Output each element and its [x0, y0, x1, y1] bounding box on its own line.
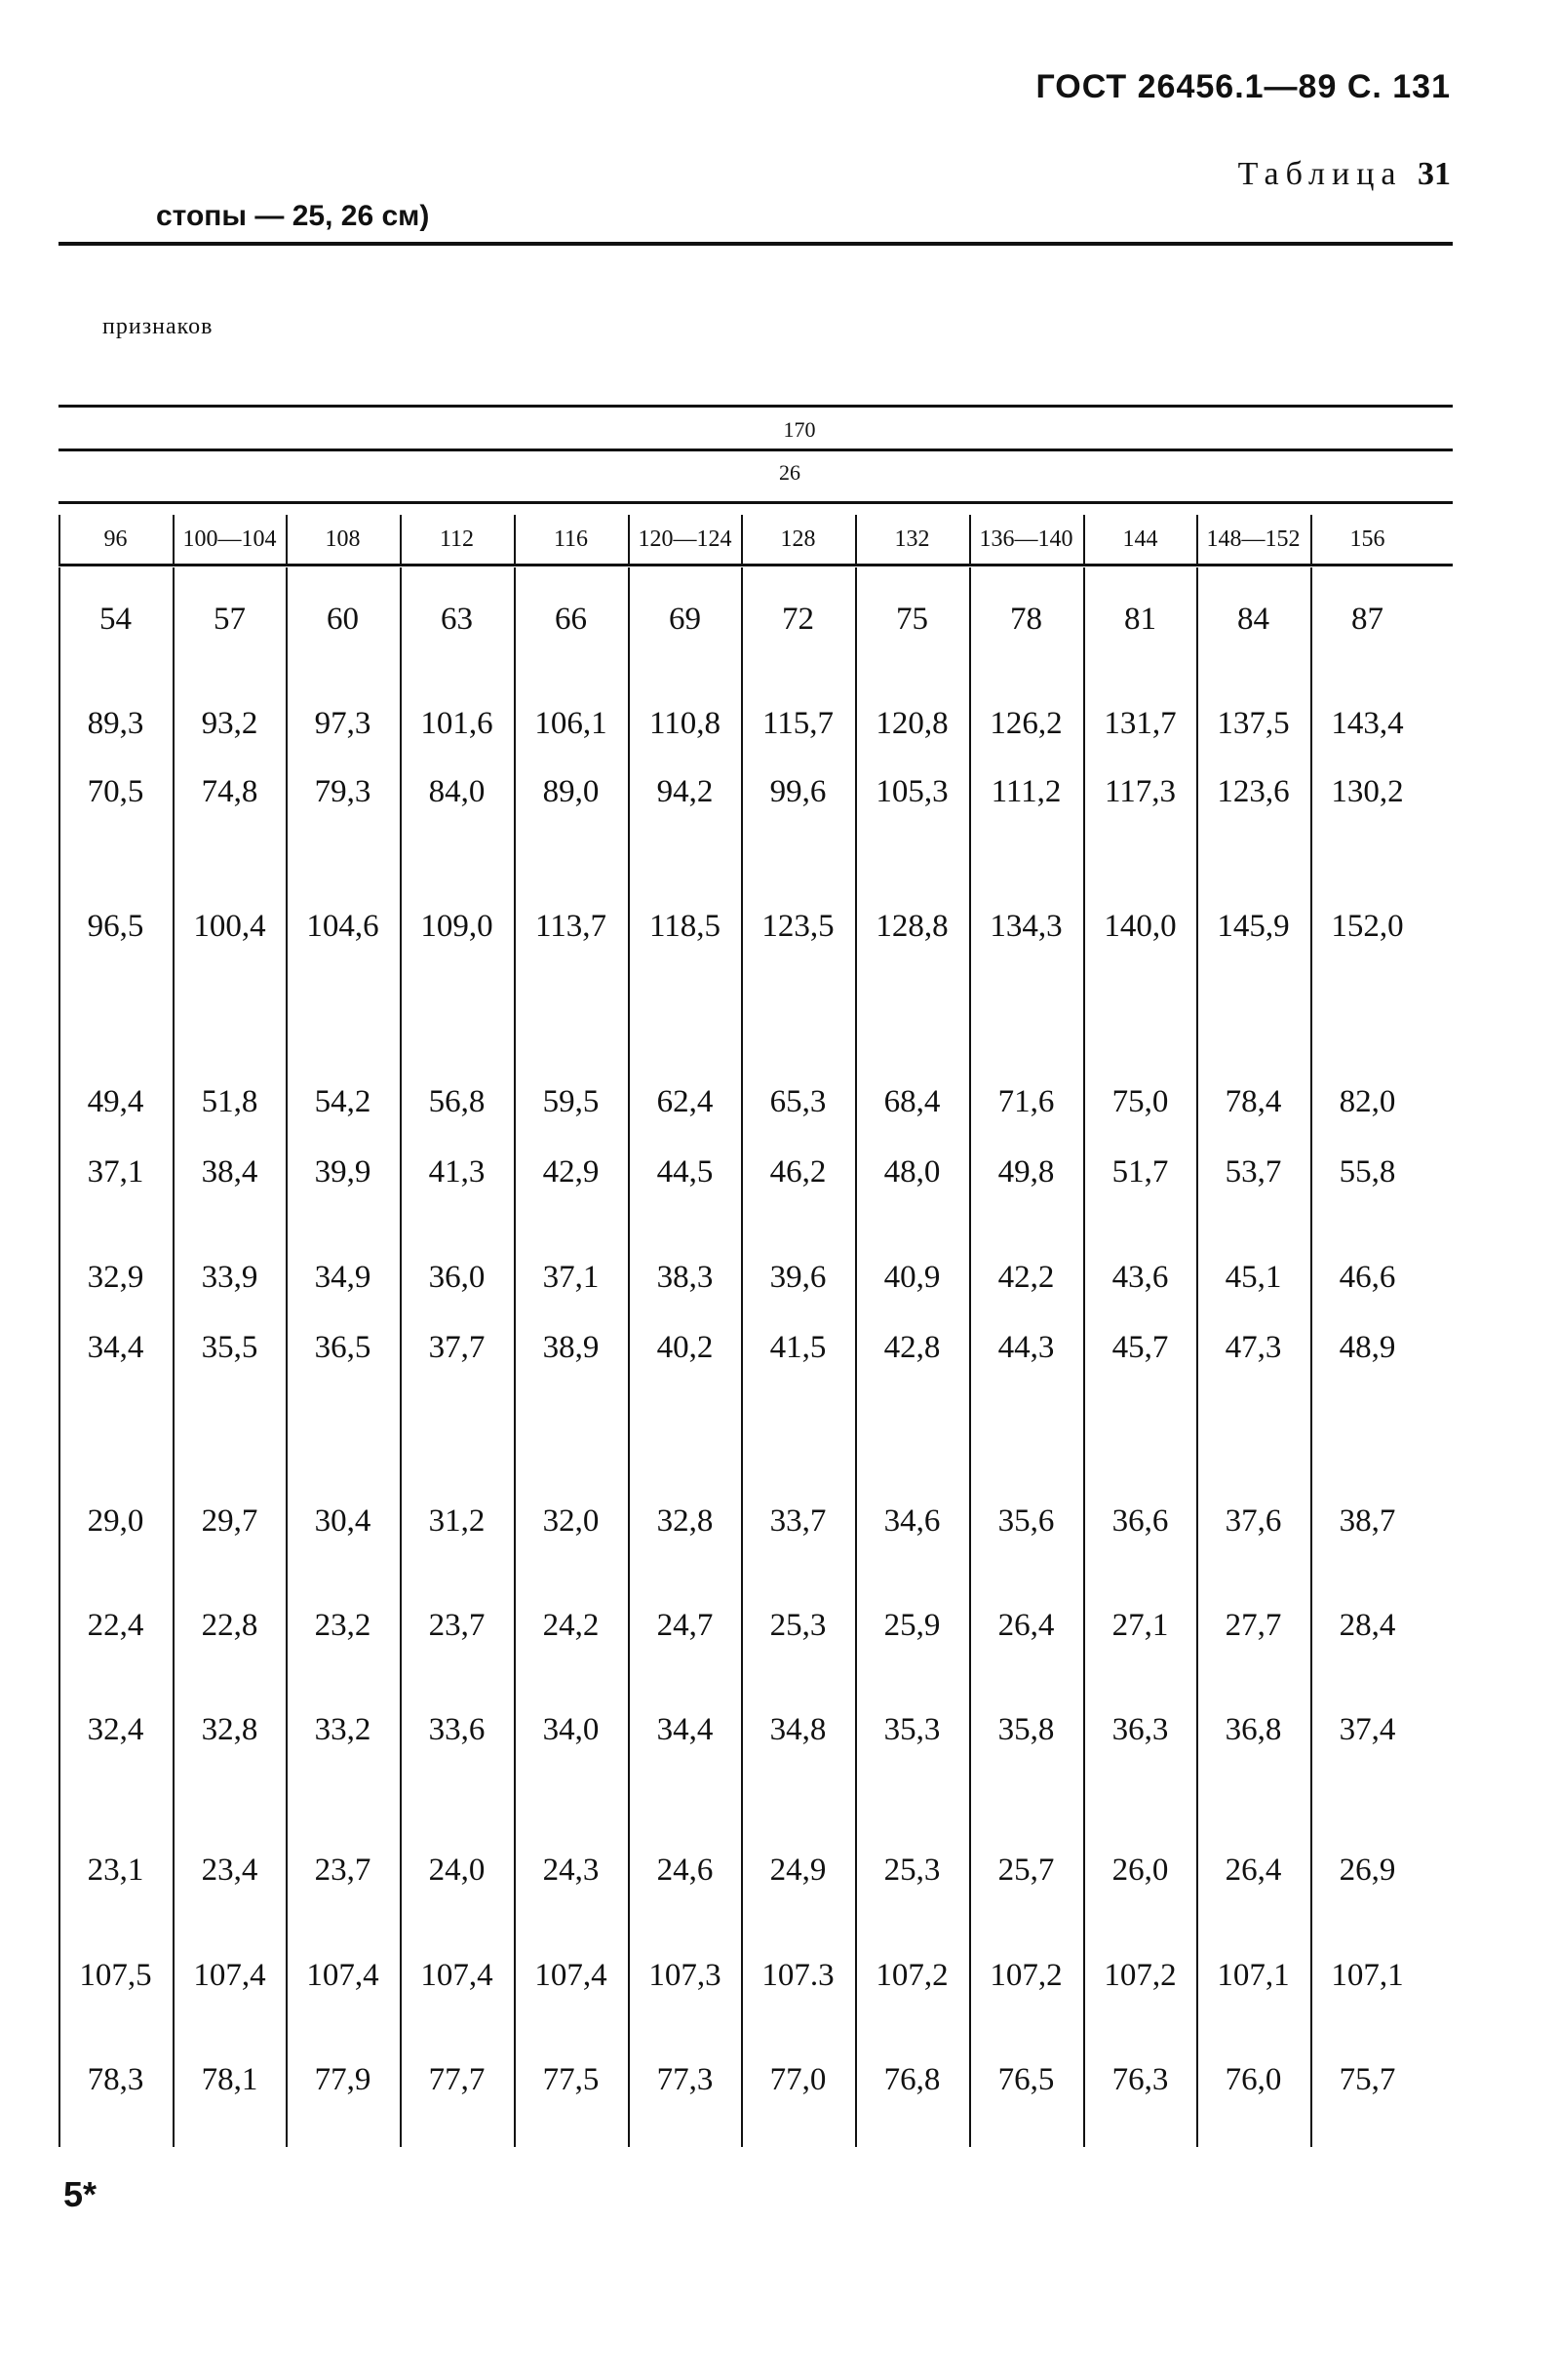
column-divider [286, 567, 288, 2147]
table-cell: 78,4 [1225, 1083, 1282, 1119]
table-cell: 43,6 [1111, 1259, 1169, 1295]
column-divider [1196, 515, 1198, 564]
table-cell: 34,9 [314, 1259, 371, 1295]
table-cell: 76,5 [997, 2061, 1055, 2097]
header-rule [58, 242, 1453, 246]
table-cell: 42,2 [997, 1259, 1055, 1295]
table-cell: 44,3 [997, 1329, 1055, 1365]
column-divider [741, 515, 743, 564]
table-cell: 94,2 [656, 773, 714, 809]
table-cell: 35,6 [997, 1502, 1055, 1539]
table-cell: 110,8 [648, 705, 721, 741]
table-cell: 32,8 [656, 1502, 714, 1539]
height-value: 170 [783, 417, 816, 442]
table-cell: 41,3 [428, 1153, 486, 1190]
rule-size-header [58, 564, 1453, 566]
table-cell: 33,9 [201, 1259, 258, 1295]
table-cell: 23,1 [87, 1852, 144, 1888]
table-cell: 36,3 [1111, 1711, 1169, 1747]
table-cell: 36,6 [1111, 1502, 1169, 1539]
table-cell: 84 [1237, 601, 1269, 637]
column-divider [628, 567, 630, 2147]
table-cell: 118,5 [648, 908, 721, 944]
table-cell: 54 [99, 601, 132, 637]
table-cell: 47,3 [1225, 1329, 1282, 1365]
table-cell: 33,7 [769, 1502, 827, 1539]
table-cell: 24,0 [428, 1852, 486, 1888]
table-cell: 34,8 [769, 1711, 827, 1747]
size-header-cell: 96 [103, 526, 128, 552]
column-divider [969, 515, 971, 564]
table-cell: 38,9 [542, 1329, 600, 1365]
table-cell: 101,6 [420, 705, 493, 741]
column-divider [173, 567, 175, 2147]
table-cell: 37,7 [428, 1329, 486, 1365]
table-cell: 37,1 [87, 1153, 144, 1190]
table-cell: 152,0 [1331, 908, 1404, 944]
table-cell: 82,0 [1339, 1083, 1396, 1119]
rule-top [58, 405, 1453, 408]
table-cell: 23,2 [314, 1607, 371, 1643]
table-cell: 128,8 [876, 908, 949, 944]
table-cell: 36,0 [428, 1259, 486, 1295]
table-cell: 59,5 [542, 1083, 600, 1119]
table-cell: 22,4 [87, 1607, 144, 1643]
size-header-cell: 120—124 [638, 526, 732, 552]
table-cell: 56,8 [428, 1083, 486, 1119]
table-cell: 65,3 [769, 1083, 827, 1119]
size-header-cell: 108 [325, 526, 361, 552]
table-cell: 24,9 [769, 1852, 827, 1888]
column-divider [286, 515, 288, 564]
rule-height [58, 449, 1453, 451]
column-divider [1083, 567, 1085, 2147]
table-cell: 109,0 [420, 908, 493, 944]
table-cell: 51,8 [201, 1083, 258, 1119]
table-cell: 78 [1010, 601, 1042, 637]
table-cell: 24,2 [542, 1607, 600, 1643]
column-divider [1310, 515, 1312, 564]
table-cell: 29,7 [201, 1502, 258, 1539]
table-cell: 66 [555, 601, 587, 637]
table-cell: 77,3 [656, 2061, 714, 2097]
table-cell: 23,7 [314, 1852, 371, 1888]
column-divider [855, 515, 857, 564]
table-cell: 145,9 [1217, 908, 1290, 944]
table-cell: 26,0 [1111, 1852, 1169, 1888]
table-cell: 34,4 [656, 1711, 714, 1747]
table-cell: 38,4 [201, 1153, 258, 1190]
table-cell: 71,6 [997, 1083, 1055, 1119]
table-cell: 39,6 [769, 1259, 827, 1295]
column-divider [514, 567, 516, 2147]
table-cell: 57 [214, 601, 246, 637]
table-cell: 107,4 [193, 1957, 266, 1993]
table-cell: 75,7 [1339, 2061, 1396, 2097]
table-cell: 107,4 [306, 1957, 379, 1993]
table-cell: 107,3 [648, 1957, 721, 1993]
table-label-number: 31 [1418, 156, 1451, 192]
table-cell: 46,2 [769, 1153, 827, 1190]
table-cell: 24,6 [656, 1852, 714, 1888]
table-cell: 107,4 [420, 1957, 493, 1993]
table-cell: 96,5 [87, 908, 144, 944]
table-cell: 99,6 [769, 773, 827, 809]
table-cell: 22,8 [201, 1607, 258, 1643]
table-cell: 32,8 [201, 1711, 258, 1747]
table-cell: 49,8 [997, 1153, 1055, 1190]
table-cell: 37,1 [542, 1259, 600, 1295]
table-cell: 25,9 [883, 1607, 941, 1643]
table-cell: 69 [669, 601, 701, 637]
table-cell: 40,9 [883, 1259, 941, 1295]
table-cell: 35,5 [201, 1329, 258, 1365]
table-cell: 26,4 [997, 1607, 1055, 1643]
table-cell: 107.3 [761, 1957, 835, 1993]
table-cell: 32,9 [87, 1259, 144, 1295]
table-cell: 60 [327, 601, 359, 637]
table-cell: 104,6 [306, 908, 379, 944]
table-cell: 39,9 [314, 1153, 371, 1190]
table-cell: 51,7 [1111, 1153, 1169, 1190]
table-cell: 35,8 [997, 1711, 1055, 1747]
table-cell: 37,4 [1339, 1711, 1396, 1747]
size-header-cell: 148—152 [1206, 526, 1301, 552]
table-cell: 89,3 [87, 705, 144, 741]
table-cell: 137,5 [1217, 705, 1290, 741]
table-cell: 131,7 [1104, 705, 1177, 741]
size-header-cell: 100—104 [182, 526, 277, 552]
table-cell: 48,0 [883, 1153, 941, 1190]
column-divider [1196, 567, 1198, 2147]
column-divider [1310, 567, 1312, 2147]
table-cell: 37,6 [1225, 1502, 1282, 1539]
table-cell: 24,7 [656, 1607, 714, 1643]
table-cell: 93,2 [201, 705, 258, 741]
table-cell: 31,2 [428, 1502, 486, 1539]
table-cell: 72 [782, 601, 814, 637]
foot-size-header: стопы — 25, 26 см) [156, 200, 430, 232]
table-cell: 126,2 [990, 705, 1063, 741]
table-cell: 41,5 [769, 1329, 827, 1365]
table-cell: 123,6 [1217, 773, 1290, 809]
table-cell: 106,1 [534, 705, 607, 741]
document-number: ГОСТ 26456.1—89 С. 131 [1035, 68, 1451, 105]
table-cell: 107,2 [990, 1957, 1063, 1993]
table-cell: 23,4 [201, 1852, 258, 1888]
table-cell: 34,0 [542, 1711, 600, 1747]
table-cell: 38,3 [656, 1259, 714, 1295]
table-cell: 140,0 [1104, 908, 1177, 944]
column-divider [969, 567, 971, 2147]
table-cell: 53,7 [1225, 1153, 1282, 1190]
table-cell: 107,4 [534, 1957, 607, 1993]
table-cell: 44,5 [656, 1153, 714, 1190]
table-cell: 36,8 [1225, 1711, 1282, 1747]
column-divider [58, 515, 60, 564]
rule-foot-length [58, 501, 1453, 504]
table-cell: 29,0 [87, 1502, 144, 1539]
column-divider [58, 567, 60, 2147]
table-cell: 77,9 [314, 2061, 371, 2097]
column-divider [1083, 515, 1085, 564]
table-cell: 81 [1124, 601, 1156, 637]
table-cell: 107,5 [79, 1957, 152, 1993]
table-cell: 27,1 [1111, 1607, 1169, 1643]
table-cell: 76,8 [883, 2061, 941, 2097]
table-cell: 24,3 [542, 1852, 600, 1888]
table-cell: 49,4 [87, 1083, 144, 1119]
table-cell: 111,2 [991, 773, 1062, 809]
table-cell: 62,4 [656, 1083, 714, 1119]
column-divider [628, 515, 630, 564]
table-cell: 28,4 [1339, 1607, 1396, 1643]
table-cell: 30,4 [314, 1502, 371, 1539]
table-cell: 134,3 [990, 908, 1063, 944]
table-cell: 97,3 [314, 705, 371, 741]
table-cell: 77,7 [428, 2061, 486, 2097]
size-header-cell: 144 [1122, 526, 1158, 552]
table-cell: 130,2 [1331, 773, 1404, 809]
size-header-cell: 128 [780, 526, 816, 552]
table-cell: 100,4 [193, 908, 266, 944]
size-header-cell: 112 [439, 526, 475, 552]
table-cell: 107,1 [1331, 1957, 1404, 1993]
table-cell: 68,4 [883, 1083, 941, 1119]
size-header-cell: 116 [553, 526, 589, 552]
table-cell: 77,5 [542, 2061, 600, 2097]
table-cell: 42,9 [542, 1153, 600, 1190]
table-cell: 84,0 [428, 773, 486, 809]
table-cell: 87 [1351, 601, 1383, 637]
table-cell: 105,3 [876, 773, 949, 809]
table-cell: 107,1 [1217, 1957, 1290, 1993]
table-cell: 33,6 [428, 1711, 486, 1747]
table-cell: 107,2 [1104, 1957, 1177, 1993]
table-cell: 48,9 [1339, 1329, 1396, 1365]
table-cell: 46,6 [1339, 1259, 1396, 1295]
table-cell: 120,8 [876, 705, 949, 741]
table-cell: 26,4 [1225, 1852, 1282, 1888]
table-cell: 27,7 [1225, 1607, 1282, 1643]
table-cell: 76,3 [1111, 2061, 1169, 2097]
column-divider [173, 515, 175, 564]
table-cell: 32,0 [542, 1502, 600, 1539]
size-header-cell: 136—140 [979, 526, 1073, 552]
size-header-cell: 132 [894, 526, 930, 552]
table-label-text: Таблица [1237, 156, 1403, 192]
table-cell: 45,7 [1111, 1329, 1169, 1365]
table-cell: 26,9 [1339, 1852, 1396, 1888]
table-cell: 34,4 [87, 1329, 144, 1365]
foot-length-value: 26 [779, 460, 800, 485]
table-cell: 45,1 [1225, 1259, 1282, 1295]
table-cell: 33,2 [314, 1711, 371, 1747]
table-cell: 89,0 [542, 773, 600, 809]
table-cell: 107,2 [876, 1957, 949, 1993]
table-label [1238, 156, 1451, 193]
table-cell: 34,6 [883, 1502, 941, 1539]
table-cell: 42,8 [883, 1329, 941, 1365]
table-cell: 143,4 [1331, 705, 1404, 741]
table-cell: 77,0 [769, 2061, 827, 2097]
table-cell: 113,7 [534, 908, 607, 944]
table-cell: 23,7 [428, 1607, 486, 1643]
table-cell: 78,1 [201, 2061, 258, 2097]
table-cell: 25,3 [769, 1607, 827, 1643]
column-divider [741, 567, 743, 2147]
table-cell: 79,3 [314, 773, 371, 809]
column-divider [400, 515, 402, 564]
table-cell: 35,3 [883, 1711, 941, 1747]
table-cell: 115,7 [761, 705, 835, 741]
features-label: признаков [102, 314, 214, 339]
table-cell: 25,7 [997, 1852, 1055, 1888]
column-divider [855, 567, 857, 2147]
table-cell: 123,5 [761, 908, 835, 944]
column-divider [514, 515, 516, 564]
table-cell: 63 [441, 601, 473, 637]
table-cell: 36,5 [314, 1329, 371, 1365]
column-divider [400, 567, 402, 2147]
table-cell: 70,5 [87, 773, 144, 809]
footnote-page-marker: 5* [63, 2174, 97, 2214]
table-cell: 78,3 [87, 2061, 144, 2097]
table-cell: 32,4 [87, 1711, 144, 1747]
table-cell: 117,3 [1104, 773, 1177, 809]
table-cell: 74,8 [201, 773, 258, 809]
table-cell: 76,0 [1225, 2061, 1282, 2097]
table-cell: 75 [896, 601, 928, 637]
table-cell: 54,2 [314, 1083, 371, 1119]
table-cell: 25,3 [883, 1852, 941, 1888]
table-cell: 75,0 [1111, 1083, 1169, 1119]
size-header-cell: 156 [1349, 526, 1385, 552]
table-cell: 40,2 [656, 1329, 714, 1365]
table-cell: 38,7 [1339, 1502, 1396, 1539]
table-cell: 55,8 [1339, 1153, 1396, 1190]
